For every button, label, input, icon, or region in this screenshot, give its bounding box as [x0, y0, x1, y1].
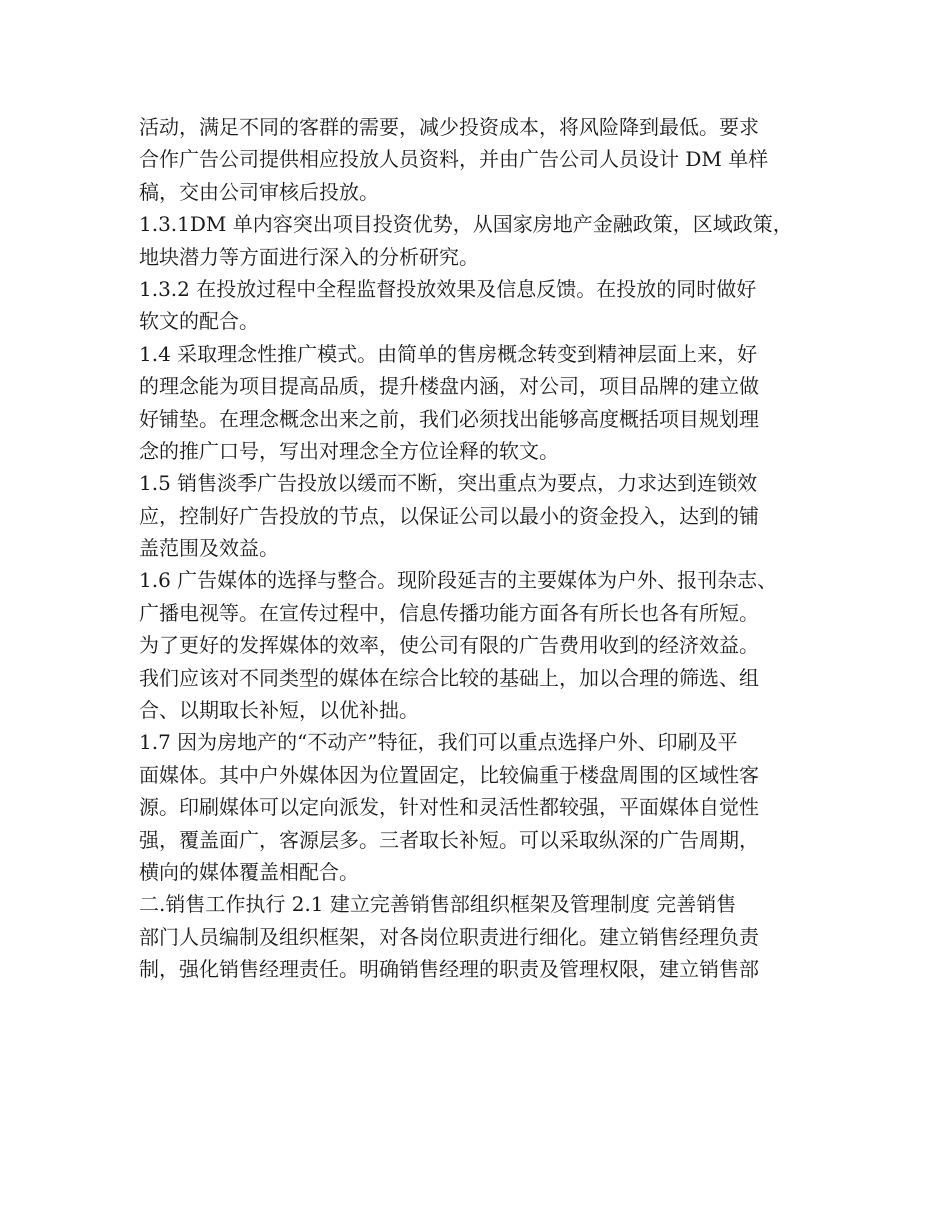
text-line: 地块潜力等方面进行深入的分析研究。 [139, 244, 479, 269]
text-line: 为了更好的发挥媒体的效率，使公司有限的广告费用收到的经济效益。 [139, 633, 759, 658]
text-line: 合作广告公司提供相应投放人员资料，并由广告公司人员设计 DM 单样 [139, 147, 769, 172]
text-line: 的理念能为项目提高品质，提升楼盘内涵，对公司，项目品牌的建立做 [139, 374, 759, 399]
text-line: 稿，交由公司审核后投放。 [139, 179, 379, 204]
text-line: 盖范围及效益。 [139, 536, 279, 561]
text-line: 1.4 采取理念性推广模式。由简单的售房概念转变到精神层面上来，好 [139, 341, 758, 366]
text-line: 软文的配合。 [139, 309, 259, 334]
text-line: 强，覆盖面广，客源层多。三者取长补短。可以采取纵深的广告周期， [139, 827, 759, 852]
text-line: 念的推广口号，写出对理念全方位诠释的软文。 [139, 438, 559, 463]
text-line: 好铺垫。在理念概念出来之前，我们必须找出能够高度概括项目规划理 [139, 406, 759, 431]
text-line: 我们应该对不同类型的媒体在综合比较的基础上，加以合理的筛选、组 [139, 665, 759, 690]
text-line: 广播电视等。在宣传过程中，信息传播功能方面各有所长也各有所短。 [139, 600, 759, 625]
text-line: 1.3.1DM 单内容突出项目投资优势，从国家房地产金融政策，区域政策， [139, 212, 793, 237]
text-line: 面媒体。其中户外媒体因为位置固定，比较偏重于楼盘周围的区域性客 [139, 762, 759, 787]
text-line: 1.7 因为房地产的“不动产”特征，我们可以重点选择户外、印刷及平 [139, 730, 738, 755]
text-line: 二.销售工作执行 2.1 建立完善销售部组织框架及管理制度 完善销售 [139, 892, 737, 917]
text-line: 制，强化销售经理责任。明确销售经理的职责及管理权限，建立销售部 [139, 957, 759, 982]
text-line: 横向的媒体覆盖相配合。 [139, 859, 359, 884]
text-line: 1.6 广告媒体的选择与整合。现阶段延吉的主要媒体为户外、报刊杂志、 [139, 568, 778, 593]
text-line: 合、以期取长补短，以优补拙。 [139, 698, 419, 723]
body-text [139, 111, 829, 986]
text-line: 1.5 销售淡季广告投放以缓而不断，突出重点为要点，力求达到连锁效 [139, 471, 758, 496]
text-line: 1.3.2 在投放过程中全程监督投放效果及信息反馈。在投放的同时做好 [139, 276, 757, 301]
text-line: 活动，满足不同的客群的需要，减少投资成本，将风险降到最低。要求 [139, 115, 759, 139]
text-line: 部门人员编制及组织框架，对各岗位职责进行细化。建立销售经理负责 [139, 924, 759, 949]
text-line: 源。印刷媒体可以定向派发，针对性和灵活性都较强，平面媒体自觉性 [139, 795, 759, 820]
text-line: 应，控制好广告投放的节点，以保证公司以最小的资金投入，达到的铺 [139, 503, 759, 528]
